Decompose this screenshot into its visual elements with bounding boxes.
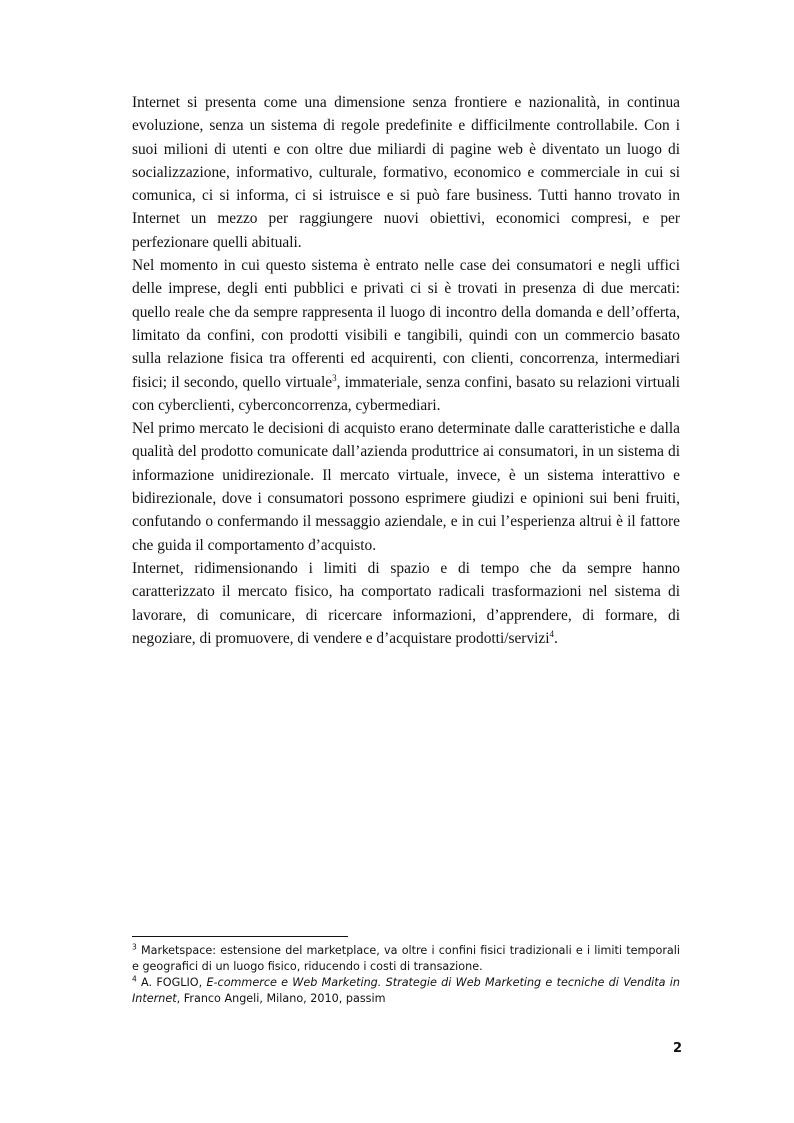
paragraph-4-text-a: Internet, ridimensionando i limiti di spazio e di tempo che da sempre hanno caratterizzato il mercato fisico, ha comportato radicali trasformazioni nel sistema di lavorare, di comunicare, di ricercare informazioni, d’apprendere, di formare, di negoziare, di promuovere, di vendere e d’acquistare prodotti/servizi [132,559,680,647]
paragraph-4-text-b: . [554,629,558,647]
footnote-4-marker: 4 [132,974,137,984]
paragraph-2-text-a: Nel momento in cui questo sistema è entrato nelle case dei consumatori e negli uffici delle imprese, degli enti pubblici e privati ci si è trovati in presenza di due mercati: quello reale che da sempre rappresenta il luogo di incontro della domanda e dell’offerta, limitato da confini, con prodotti visibili e tangibili, quindi con un commercio basato sulla relazione fisica tra offerenti ed acquirenti, con clienti, concorrenza, intermediari fisici; il secondo, quello virtuale [132,257,680,391]
page-number: 2 [672,1041,682,1056]
footnote-3 [132,943,680,975]
main-body [132,91,680,650]
footnote-ref-3: 3 [332,372,337,383]
footnote-ref-4: 4 [549,628,555,639]
paragraph-1: Internet si presenta come una dimensione senza frontiere e nazionalità, in continua evoluzione, senza un sistema di regole predefinite e difficilmente controllabile. Con i suoi milioni di utenti e con oltre due miliardi di pagine web è diventato un luogo di socializzazione, informativo, culturale, formativo, economico e commerciale in cui si comunica, ci si informa, ci si istruisce e si può fare business. Tutti hanno trovato in Internet un mezzo per raggiungere nuovi obiettivi, economici compresi, e per perfezionare quelli abituali. [132,94,680,251]
footnote-4 [132,975,680,1007]
footnote-separator [132,936,348,937]
footnote-3-text: Marketspace: estensione del marketplace, va oltre i confini fisici tradizionali e i limiti temporali e geografici di un luogo fisico, riducendo i costi di transazione. [132,944,680,973]
footnote-4-rest: , Franco Angeli, Milano, 2010, passim [176,992,386,1005]
paragraph-3: Nel primo mercato le decisioni di acquisto erano determinate dalle caratteristiche e dalla qualità del prodotto comunicate dall’azienda produttrice ai consumatori, in un sistema di informazione unidirezionale. Il mercato virtuale, invece, è un sistema interattivo e bidirezionale, dove i consumatori possono esprimere giudizi e opinioni sui beni fruiti, confutando o confermando il messaggio aziendale, e in cui l’esperienza altrui è il fattore che guida il comportamento d’acquisto. [132,420,680,554]
paragraph-2-text-b: , immateriale, senza confini, basato su relazioni virtuali con cyberclienti, cyberconcorrenza, cybermediari. [132,373,681,414]
footnote-4-title: E-commerce e Web Marketing. Strategie di Web Marketing e tecniche di Vendita in Internet [132,976,680,1005]
footnotes [132,943,680,1007]
paragraph-2 [132,254,680,417]
footnote-4-author: A. FOGLIO, [136,976,207,989]
footnote-3-marker: 3 [132,942,137,952]
paragraph-4 [132,557,680,650]
